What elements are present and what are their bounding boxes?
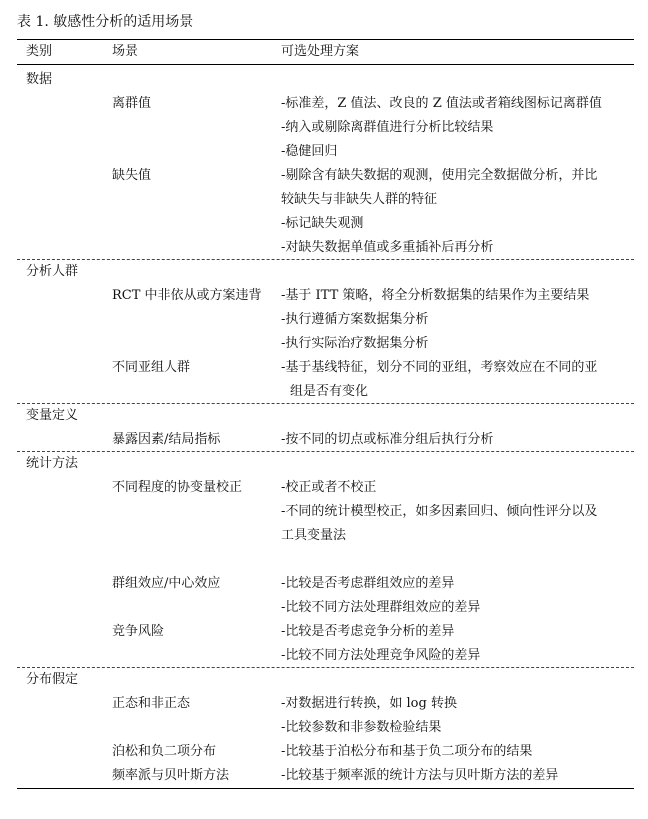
scenario-normal: 正态和非正态	[112, 696, 191, 711]
option-line: -不同的统计模型校正，如多因素回归、倾向性评分以及	[281, 504, 598, 519]
section-divider	[17, 259, 634, 260]
category-distribution: 分布假定	[26, 672, 79, 687]
option-line: -校正或者不校正	[281, 480, 377, 495]
option-line: -纳入或剔除离群值进行分析比较结果	[281, 120, 494, 135]
option-line: -按不同的切点或标准分组后执行分析	[281, 432, 494, 447]
header-rule	[17, 64, 634, 65]
header-scenario: 场景	[112, 44, 139, 59]
scenario-bayes: 频率派与贝叶斯方法	[112, 768, 230, 783]
option-line: -比较不同方法处理竞争风险的差异	[281, 648, 481, 663]
option-line: -对缺失数据单值或多重插补后再分析	[281, 240, 494, 255]
scenario-exposure: 暴露因素/结局指标	[112, 432, 221, 447]
scenario-covariate: 不同程度的协变量校正	[112, 480, 243, 495]
table-top-rule	[17, 39, 634, 40]
option-line: -执行遵循方案数据集分析	[281, 312, 429, 327]
option-line: -基于基线特征，划分不同的亚组，考察效应在不同的亚	[281, 360, 598, 375]
option-line: -比较是否考虑群组效应的差异	[281, 576, 455, 591]
scenario-missing: 缺失值	[112, 168, 152, 183]
option-line-continued: 较缺失与非缺失人群的特征	[281, 192, 438, 207]
option-line: -比较参数和非参数检验结果	[281, 720, 442, 735]
option-line: -基于 ITT 策略，将全分析数据集的结果作为主要结果	[281, 288, 590, 303]
option-line-continued: 组是否有变化	[290, 384, 369, 399]
scenario-cluster: 群组效应/中心效应	[112, 576, 221, 591]
option-line: -对数据进行转换，如 log 转换	[281, 696, 457, 711]
table-caption: 表 1. 敏感性分析的适用场景	[17, 14, 194, 30]
option-line: -比较不同方法处理群组效应的差异	[281, 600, 481, 615]
header-category: 类别	[26, 44, 53, 59]
option-line: -执行实际治疗数据集分析	[281, 336, 429, 351]
category-population: 分析人群	[26, 264, 79, 279]
scenario-poisson: 泊松和负二项分布	[112, 744, 217, 759]
option-line: -标记缺失观测	[281, 216, 364, 231]
option-line: -稳健回归	[281, 144, 338, 159]
table-bottom-rule	[17, 788, 634, 789]
option-line: -比较是否考虑竞争分析的差异	[281, 624, 455, 639]
scenario-competing: 竞争风险	[112, 624, 165, 639]
section-divider	[17, 451, 634, 452]
option-line: -标准差，Z 值法、改良的 Z 值法或者箱线图标记离群值	[281, 96, 602, 111]
scenario-rct: RCT 中非依从或方案违背	[112, 288, 262, 303]
scenario-outliers: 离群值	[112, 96, 152, 111]
option-line: -比较基于泊松分布和基于负二项分布的结果	[281, 744, 533, 759]
section-divider	[17, 403, 634, 404]
scenario-subgroup: 不同亚组人群	[112, 360, 191, 375]
header-options: 可选处理方案	[281, 44, 360, 59]
section-divider	[17, 667, 634, 668]
option-line: -比较基于频率派的统计方法与贝叶斯方法的差异	[281, 768, 559, 783]
category-variables: 变量定义	[26, 408, 79, 423]
category-stats: 统计方法	[26, 456, 79, 471]
option-line-continued: 工具变量法	[281, 528, 347, 543]
option-line: -剔除含有缺失数据的观测，使用完全数据做分析，并比	[281, 168, 598, 183]
category-data: 数据	[26, 72, 53, 87]
